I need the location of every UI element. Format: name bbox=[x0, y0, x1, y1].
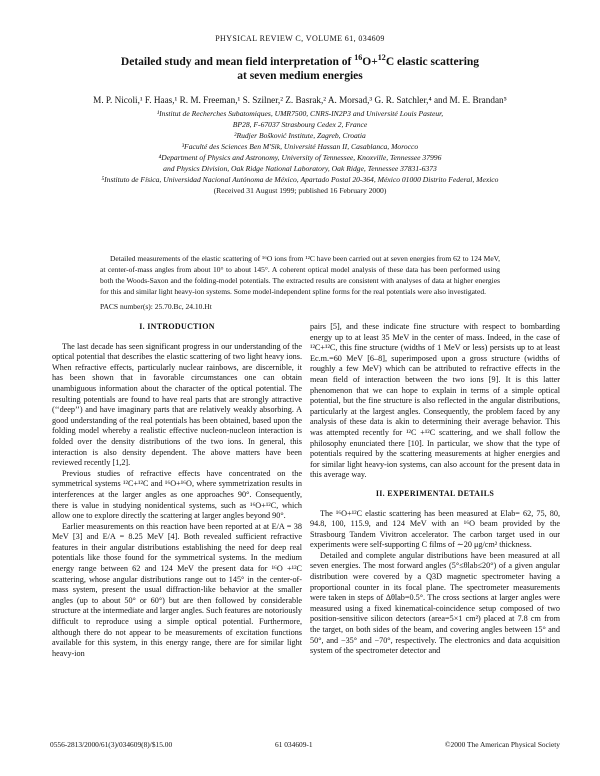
affiliation-line: ⁵Instituto de Física, Universidad Nacional Autónoma de México, Apartado Postal 20-364, México 01000 Distrito Federal, Mexico bbox=[101, 175, 499, 184]
affiliation-line: ¹Institut de Recherches Subatomiques, UMR7500, CNRS-IN2P3 and Université Louis Pasteur, bbox=[156, 109, 444, 118]
footer-copyright: ©2000 The American Physical Society bbox=[444, 740, 560, 749]
running-head: PHYSICAL REVIEW C, VOLUME 61, 034609 bbox=[215, 34, 385, 43]
footer-doi-code: 0556-2813/2000/61(3)/034609(8)/$15.00 bbox=[50, 740, 173, 749]
section-heading-experimental: II. EXPERIMENTAL DETAILS bbox=[375, 488, 495, 498]
title-sup: 16 bbox=[354, 53, 363, 63]
abstract bbox=[100, 253, 500, 297]
affiliation-line: and Physics Division, Oak Ridge National Laboratory, Oak Ridge, Tennessee 37831-6373 bbox=[163, 164, 437, 173]
section-heading-introduction: I. INTRODUCTION bbox=[139, 322, 215, 331]
affiliation-line: ²Rudjer Bošković Institute, Zagreb, Croatia bbox=[234, 131, 366, 140]
paper-title bbox=[60, 55, 540, 83]
title-part: O+ bbox=[362, 56, 378, 68]
left-column bbox=[52, 322, 302, 659]
paragraph: pairs [5], and these indicate fine structure with respect to bombarding energy up to at least 35 MeV in the center of mass. Indeed, in the case of ¹²C+¹²C, this fine structure (widths of 1 MeV or less) persists up to at least Ec.m.=60 MeV [6–8], superimposed upon a gross structure (widths of roughly a few MeV) which can be attributed to refractive effects in the mean field of interaction between the two ions [9]. It is this latter phenomenon that we can hope to explain in terms of a simple optical potential, but the fine structure is also reflected in the angular distributions, particularly at the largest angles. Consequently, the problem faced by any analysis of these data is akin to determining their average behavior. This was attempted recently for ¹²C +¹²C scattering, and we shall follow the philosophy enunciated there [10]. In particular, we show that the type of potentials required by the scattering measurements at higher energies and for similar light heavy-ion systems, can also account for the present data in this average way. bbox=[310, 322, 560, 480]
pacs-numbers: PACS number(s): 25.70.Bc, 24.10.Ht bbox=[100, 302, 212, 311]
right-column bbox=[310, 322, 560, 657]
affiliation-line: BP28, F-67037 Strasbourg Cedex 2, France bbox=[232, 120, 368, 129]
affiliation-line: ³Faculté des Sciences Ben M'Sik, Université Hassan II, Casablanca, Morocco bbox=[181, 142, 419, 151]
paragraph: Previous studies of refractive effects have concentrated on the symmetrical systems ¹²C+¹²C and ¹⁶O+¹⁶O, where symmetrization results in interferences at the larger angles as one approaches 90°. Consequently, there is value in studying nonidentical systems, such as ¹⁶O+¹²C, which allow one to explore directly the scattering at larger angles beyond 90°. bbox=[52, 468, 302, 521]
paragraph: Detailed and complete angular distributions have been measured at all seven energies. The most forward angles (5°≤θlab≤20°) of a given angular distribution were covered by a Q3D magnetic spectrometer having a proportional counter in its focal plane. The spectrometer measurements were taken in steps of Δθlab=0.5°. The cross sections at larger angles were measured using a fixed kinematical-coincidence setup composed of two position-sensitive silicon detectors (area=5×1 cm²) placed at 7.8 cm from the target, on both sides of the beam, and covering angles between 15° and 50°, and −35° and −70°, respectively. The electronics and data acquisition system of the spectrometer detector and bbox=[310, 550, 560, 656]
footer-page-number: 61 034609-1 bbox=[275, 740, 313, 749]
title-sup: 12 bbox=[377, 53, 386, 63]
affiliations bbox=[30, 108, 570, 196]
title-part: Detailed study and mean field interpretation of bbox=[120, 56, 355, 68]
paragraph: The ¹⁶O+¹²C elastic scattering has been measured at Elab= 62, 75, 80, 94.8, 100, 115.9, and 124 MeV with an ¹⁶O beam provided by the Strasbourg Tandem Vivitron accelerator. The carbon target used in our experiments were self-supporting C films of ∼20 μg/cm² thickness. bbox=[310, 508, 560, 550]
affiliation-line: ⁴Department of Physics and Astronomy, University of Tennessee, Knoxville, Tennessee 37996 bbox=[158, 153, 442, 162]
paragraph: Earlier measurements on this reaction have been reported at at E/A = 38 MeV [3] and E/A = 8.25 MeV [4]. Both revealed sufficient refractive features in their angular distributions establishing the need for deep real potentials like those found for the symmetrical systems. In the medium energy range between 62 and 124 MeV the present data for ¹⁶O +¹²C scattering, whose angular distributions range out to 145° in the center-of-mass system, present the usual diffraction-like behavior at the smaller angles (up to about 50° or 60°) but are then followed by considerable structure at the intermediate and larger angles. Such features are notoriously difficult to reproduce using a simple optical potential. Furthermore, although there do not appear to be measurements of excitation functions available for this system, in this energy range, there are for similar light heavy-ion bbox=[52, 521, 302, 658]
title-line1 bbox=[120, 53, 480, 68]
title-line2: at seven medium energies bbox=[237, 70, 363, 82]
paragraph: The last decade has seen significant progress in our understanding of the optical potential that describes the elastic scattering of two light heavy ions. When refractive effects, particularly nuclear rainbows, are discernible, it has been shown that in favorable circumstances one can obtain unambiguous information about the character of the optical potential. The resulting potentials are found to have real parts that are strongly attractive (‘‘deep’’) and have imaginary parts that are relatively weakly absorbing. A good understanding of the real potentials has been obtained, based upon the folding model whereby a realistic effective nucleon-nucleon interaction is folded over the density distributions of the two ions. In general, this interaction is also density dependent. The above matters have been reviewed recently [1,2]. bbox=[52, 341, 302, 468]
title-part: C elastic scattering bbox=[385, 56, 480, 68]
abstract-text: Detailed measurements of the elastic scattering of ¹⁶O ions from ¹²C have been carried out at seven energies from 62 to 124 MeV, at center-of-mass angles from about 10° to about 145°. A coherent optical model analysis of these data has been performed using both the Woods-Saxon and the folding-model potentials. The extracted results are consistent with analyses of data at higher energies for this and similar light heavy-ion systems. Some model-independent spline forms for the real potentials were also investigated. bbox=[100, 254, 500, 296]
author-list: M. P. Nicoli,¹ F. Haas,¹ R. M. Freeman,¹ S. Szilner,² Z. Basrak,² A. Morsad,³ G. R. Satchler,⁴ and M. E. Brandan⁵ bbox=[93, 95, 507, 105]
received-date: (Received 31 August 1999; published 16 February 2000) bbox=[213, 186, 387, 195]
